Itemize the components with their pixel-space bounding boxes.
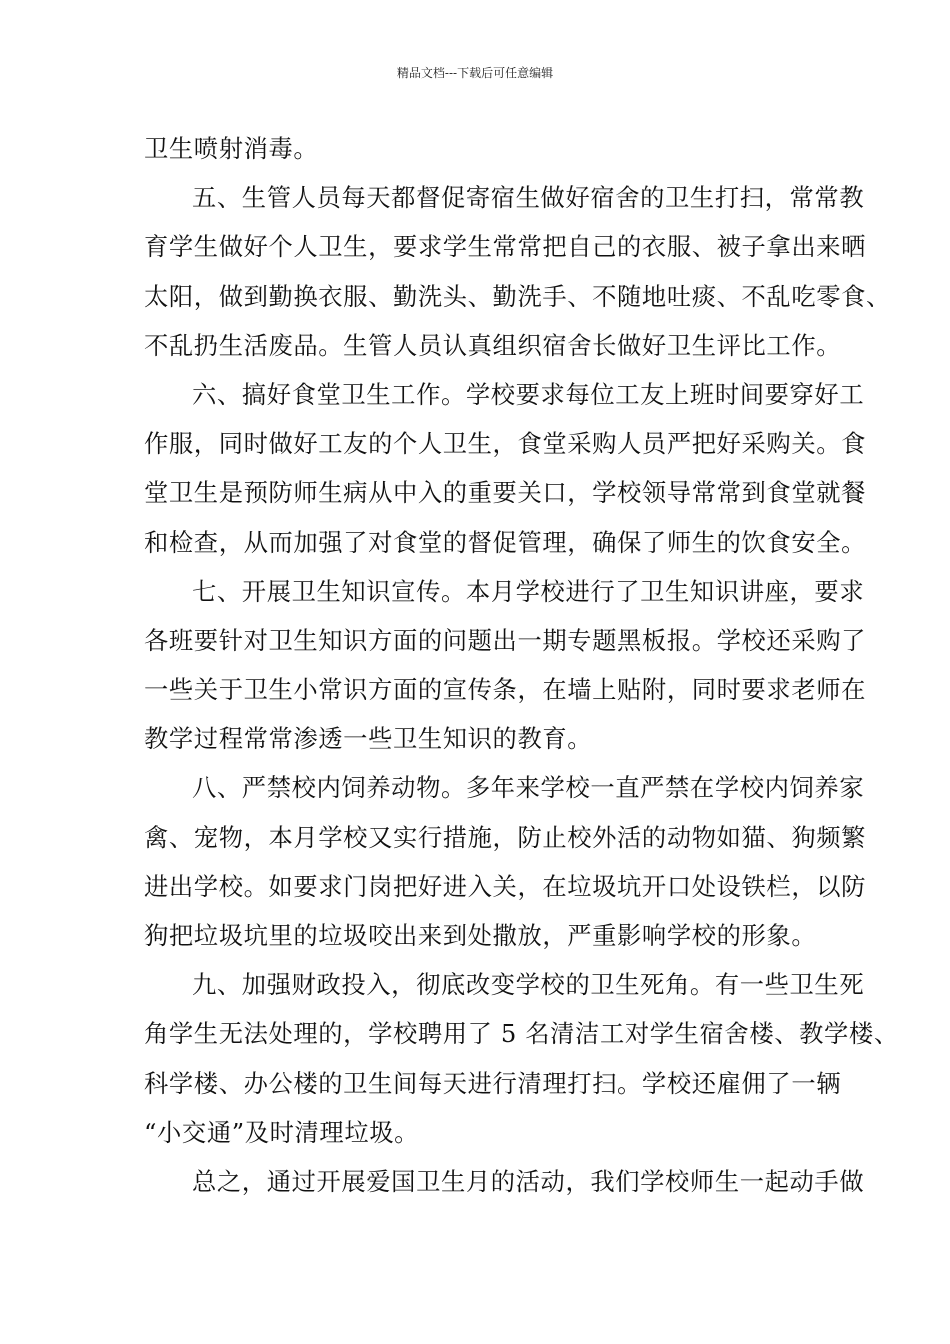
paragraph-continuation	[144, 124, 826, 173]
text-line: 进出学校。如要求门岗把好进入关，在垃圾坑开口处设铁栏，以防	[144, 871, 867, 901]
text-line: 各班要针对卫生知识方面的问题出一期专题黑板报。学校还采购了	[144, 625, 867, 655]
text-line: 一些关于卫生小常识方面的宣传条，在墙上贴附，同时要求老师在	[144, 675, 867, 705]
text-line: 角学生无法处理的，学校聘用了 5 名清洁工对学生宿舍楼、教学楼、	[144, 1019, 899, 1049]
text-line: 教学过程常常渗透一些卫生知识的教育。	[144, 724, 593, 754]
text-line: 卫生喷射消毒。	[144, 134, 319, 163]
text-line: 和检查，从而加强了对食堂的督促管理，确保了师生的饮食安全。	[144, 527, 867, 557]
text-line: 狗把垃圾坑里的垃圾咬出来到处撒放，严重影响学校的形象。	[144, 921, 817, 950]
paragraph-5	[144, 173, 891, 370]
page-header: 精品文档---下载后可任意编辑	[396, 66, 554, 80]
text-line: “小交通”及时清理垃圾。	[144, 1117, 420, 1147]
text-line: 育学生做好个人卫生，要求学生常常把自己的衣服、被子拿出来晒	[144, 232, 867, 262]
paragraph-6	[144, 370, 867, 567]
text-line: 七、开展卫生知识宣传。本月学校进行了卫生知识讲座，要求	[192, 576, 865, 606]
text-line: 五、生管人员每天都督促寄宿生做好宿舍的卫生打扫，常常教	[192, 183, 865, 213]
text-line: 八、严禁校内饲养动物。多年来学校一直严禁在学校内饲养家	[192, 773, 865, 803]
paragraph-9	[144, 960, 899, 1157]
text-line: 六、搞好食堂卫生工作。学校要求每位工友上班时间要穿好工	[192, 379, 865, 409]
paragraph-8	[144, 763, 867, 960]
paragraph-summary	[144, 1157, 865, 1206]
text-line: 作服，同时做好工友的个人卫生，食堂采购人员严把好采购关。食	[144, 429, 867, 459]
paragraph-7	[144, 567, 867, 764]
text-line: 科学楼、办公楼的卫生间每天进行清理打扫。学校还雇佣了一辆	[144, 1068, 842, 1098]
text-line: 九、加强财政投入，彻底改变学校的卫生死角。有一些卫生死	[192, 970, 865, 1000]
text-line: 总之，通过开展爱国卫生月的活动，我们学校师生一起动手做	[192, 1166, 865, 1196]
document-body	[144, 124, 899, 1206]
text-line: 太阳，做到勤换衣服、勤洗头、勤洗手、不随地吐痰、不乱吃零食、	[144, 281, 891, 311]
text-line: 禽、宠物，本月学校又实行措施，防止校外活的动物如猫、狗频繁	[144, 822, 867, 852]
text-line: 不乱扔生活废品。生管人员认真组织宿舍长做好卫生评比工作。	[144, 330, 842, 360]
text-line: 堂卫生是预防师生病从中入的重要关口，学校领导常常到食堂就餐	[144, 478, 867, 508]
